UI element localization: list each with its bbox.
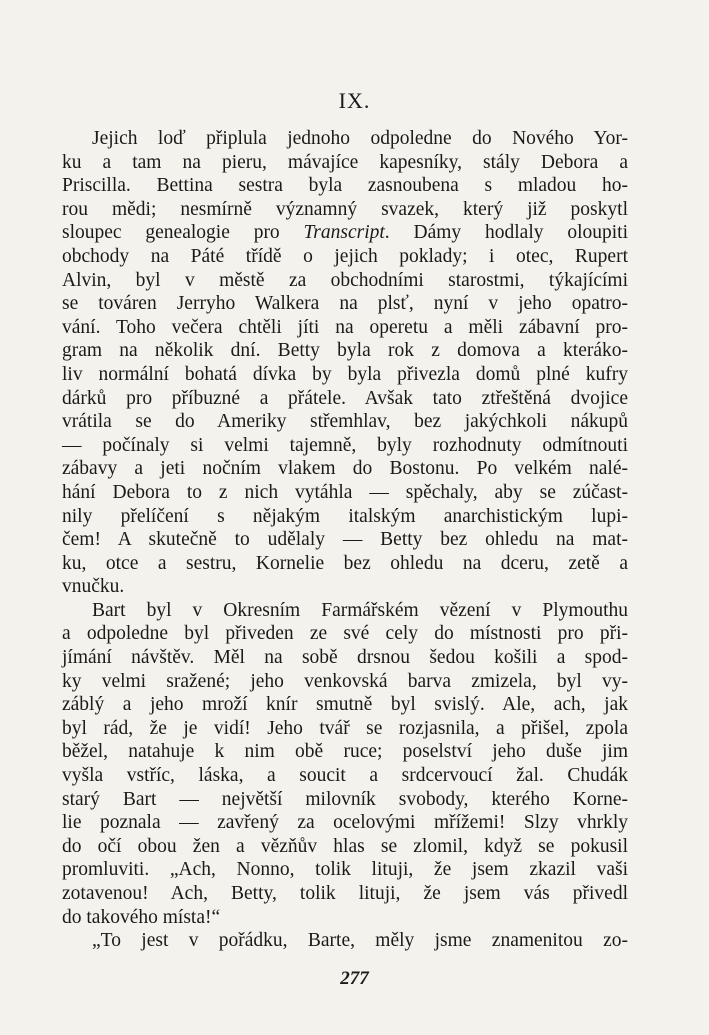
text-line: lie poznala — zavřený za ocelovými mřížemi! Slzy vhrkly bbox=[62, 812, 628, 834]
text-line: vrátila se do Ameriky střemhlav, bez jakýchkoli nákupů bbox=[62, 411, 628, 433]
text-line: do očí obou žen a vězňův hlas se zlomil, když se pokusil bbox=[62, 835, 628, 857]
text-line: se továren Jerryho Walkera na plsť, nyní v jeho opatro- bbox=[62, 293, 628, 315]
text-line: nily přelíčení s nějakým italským anarchistickým lupi- bbox=[62, 505, 628, 527]
text-line: Alvin, byl v městě za obchodními starostmi, týkajícími bbox=[62, 269, 628, 291]
text-line: gram na několik dní. Betty byla rok z domova a kteráko- bbox=[62, 340, 628, 362]
text-line: hání Debora to z nich vytáhla — spěchaly, aby se zúčast- bbox=[62, 481, 628, 503]
text-line: vyšla vstříc, láska, a soucit a srdcervoucí žal. Chudák bbox=[62, 765, 628, 787]
text-line: vání. Toho večera chtěli jíti na operetu a měli zábavní pro- bbox=[62, 316, 628, 338]
body-text bbox=[62, 127, 628, 953]
text-line: zotavenou! Ach, Betty, tolik lituji, že jsem vás přivedl bbox=[62, 883, 628, 904]
text-line: a odpoledne byl přiveden ze své cely do místnosti pro při- bbox=[62, 623, 628, 645]
text-line: Jejich loď připlula jednoho odpoledne do Nového Yor- bbox=[92, 128, 628, 149]
text-line: „To jest v pořádku, Barte, měly jsme znamenitou zo- bbox=[92, 930, 628, 952]
italic-title: Transcript bbox=[303, 222, 385, 244]
text-line: do takového místa!“ bbox=[62, 906, 221, 928]
chapter-heading: IX. bbox=[338, 88, 371, 113]
text-line: rou mědi; nesmírně významný svazek, který již poskytl bbox=[62, 198, 628, 220]
text-line: dárků pro příbuzné a přátele. Avšak tato ztřeštěná dvojice bbox=[62, 387, 628, 409]
text-line: ku a tam na pieru, mávajíce kapesníky, stály Debora a bbox=[62, 151, 628, 173]
text-line: starý Bart — největší milovník svobody, kterého Korne- bbox=[62, 788, 628, 810]
text-line: jímání návštěv. Měl na sobě drsnou šedou košili a spod- bbox=[62, 647, 628, 669]
text-line: běžel, natahuje k nim obě ruce; poselství jeho duše jim bbox=[62, 741, 628, 763]
text-segment: . Dámy hodlaly oloupiti bbox=[384, 222, 628, 244]
text-line: obchody na Páté třídě o jejich poklady; i otec, Rupert bbox=[62, 245, 628, 267]
text-line: zábavy a jeti nočním vlakem do Bostonu. Po velkém nalé- bbox=[62, 458, 628, 480]
text-line: byl rád, že je vidí! Jeho tvář se rozjasnila, a přišel, zpola bbox=[62, 717, 628, 739]
text-line: ku, otce a sestru, Kornelie bez ohledu na dceru, zetě a bbox=[62, 552, 628, 574]
text-line: Priscilla. Bettina sestra byla zasnoubena s mladou ho- bbox=[62, 175, 628, 197]
text-line: — počínaly si velmi tajemně, byly rozhodnuty odmítnouti bbox=[62, 434, 628, 456]
text-line: liv normální bohatá dívka by byla přivezla domů plné kufry bbox=[62, 363, 628, 385]
text-segment: sloupec genealogie pro bbox=[62, 222, 304, 244]
text-line bbox=[62, 221, 628, 245]
text-line: záblý a jeho mroží knír smutně byl svislý. Ale, ach, jak bbox=[62, 694, 628, 716]
page-number: 277 bbox=[340, 968, 369, 989]
text-line: vnučku. bbox=[62, 576, 125, 598]
text-line: čem! A skutečně to udělaly — Betty bez ohledu na mat- bbox=[62, 529, 628, 551]
text-line: promluviti. „Ach, Nonno, tolik lituji, že jsem zkazil vaši bbox=[62, 859, 628, 881]
text-line: ky velmi sražené; jeho venkovská barva zmizela, byl vy- bbox=[62, 670, 628, 692]
text-line: Bart byl v Okresním Farmářském vězení v Plymouthu bbox=[92, 599, 628, 621]
